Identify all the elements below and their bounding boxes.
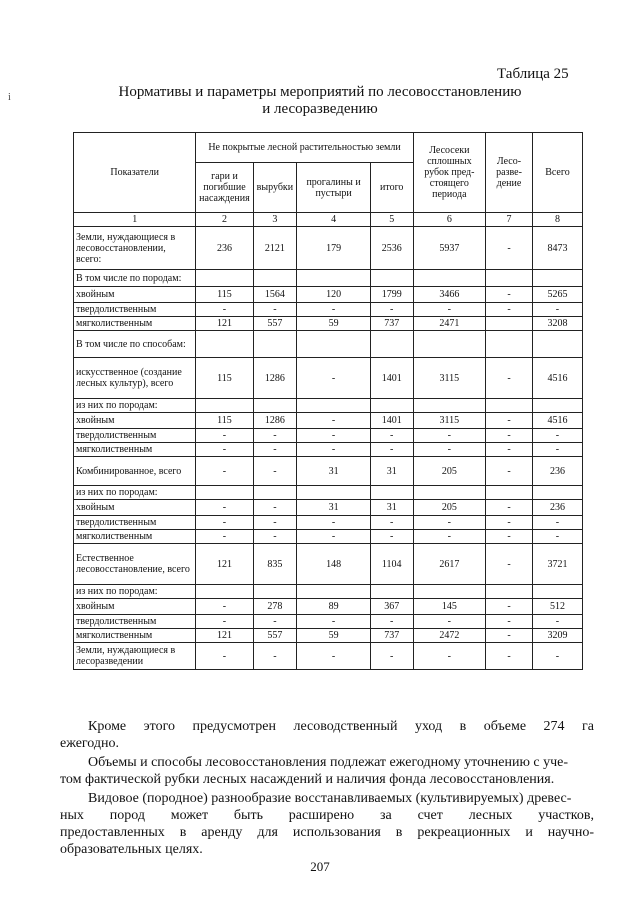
cell-value: 4516	[532, 358, 582, 399]
cell-value: 89	[297, 599, 370, 615]
cell-value: -	[297, 443, 370, 457]
cell-value: -	[486, 615, 533, 629]
table-row	[74, 585, 583, 599]
cell-value: -	[370, 303, 413, 317]
cell-value: -	[253, 457, 297, 486]
cell-value: 512	[532, 599, 582, 615]
paragraph-species-line-3: предоставленных в аренду для использования в рекреационных и научно-	[60, 825, 594, 840]
cell-value: 121	[196, 544, 253, 585]
cell-value: -	[196, 516, 253, 530]
cell-value: 120	[297, 287, 370, 303]
cell-value: -	[486, 429, 533, 443]
paragraph-species	[60, 790, 594, 858]
paragraph-volumes-line-2: том фактической рубки лесных насаждений и наличия фонда лесовосстановления.	[60, 772, 555, 787]
cell-value: 737	[370, 629, 413, 643]
cell-value: 4516	[532, 413, 582, 429]
cell-value: 557	[253, 317, 297, 331]
cell-value: -	[297, 358, 370, 399]
cell-value: -	[370, 615, 413, 629]
cell-value: -	[532, 303, 582, 317]
cell-value: -	[413, 643, 485, 670]
table-row	[74, 303, 583, 317]
table-row	[74, 227, 583, 270]
cell-value: -	[413, 429, 485, 443]
table-number: Таблица 25	[497, 66, 569, 82]
col-number: 7	[486, 213, 533, 227]
cell-value: -	[196, 443, 253, 457]
header-glades: прогалины и пустыри	[297, 163, 370, 213]
cell-value: -	[486, 303, 533, 317]
table-title	[60, 84, 580, 118]
cell-value: -	[413, 516, 485, 530]
paragraph-species-line-1: Видовое (породное) разнообразие восстанавливаемых (культивируемых) древес-	[88, 791, 572, 806]
cell-value: -	[486, 358, 533, 399]
cell-value	[196, 399, 253, 413]
cell-value	[253, 585, 297, 599]
row-label: твердолиственным	[74, 303, 196, 317]
cell-value: 2472	[413, 629, 485, 643]
cell-value: -	[196, 643, 253, 670]
cell-value: -	[253, 643, 297, 670]
cell-value	[532, 585, 582, 599]
table-row	[74, 443, 583, 457]
cell-value	[486, 486, 533, 500]
cell-value: 59	[297, 317, 370, 331]
cell-value	[413, 331, 485, 358]
cell-value: 115	[196, 413, 253, 429]
cell-value: 205	[413, 500, 485, 516]
table-row	[74, 429, 583, 443]
cell-value	[297, 399, 370, 413]
column-numbers-row	[74, 213, 583, 227]
cell-value: 3466	[413, 287, 485, 303]
cell-value: -	[486, 457, 533, 486]
cell-value: -	[196, 599, 253, 615]
row-label: хвойным	[74, 287, 196, 303]
cell-value: -	[253, 303, 297, 317]
col-number: 6	[413, 213, 485, 227]
cell-value: 121	[196, 629, 253, 643]
table-row	[74, 516, 583, 530]
cell-value	[486, 270, 533, 287]
cell-value: -	[532, 615, 582, 629]
cell-value: -	[297, 530, 370, 544]
cell-value: 1286	[253, 413, 297, 429]
cell-value: -	[370, 429, 413, 443]
cell-value: 31	[297, 457, 370, 486]
cell-value	[486, 399, 533, 413]
row-label: хвойным	[74, 500, 196, 516]
cell-value: 145	[413, 599, 485, 615]
paragraph-care-line-2: ежегодно.	[60, 736, 120, 751]
cell-value	[370, 331, 413, 358]
cell-value: -	[196, 457, 253, 486]
row-label: Комбинированное, всего	[74, 457, 196, 486]
cell-value: 1286	[253, 358, 297, 399]
title-line-1: Нормативы и параметры мероприятий по лесовосстановлению	[118, 84, 522, 100]
cell-value: 737	[370, 317, 413, 331]
cell-value: -	[532, 516, 582, 530]
header-clearings: вырубки	[253, 163, 297, 213]
cell-value: 5265	[532, 287, 582, 303]
header-total: итого	[370, 163, 413, 213]
cell-value: -	[297, 516, 370, 530]
cell-value: -	[413, 303, 485, 317]
title-line-2: и лесоразведению	[262, 101, 378, 117]
cell-value	[196, 270, 253, 287]
cell-value: 2121	[253, 227, 297, 270]
cell-value: 2536	[370, 227, 413, 270]
cell-value	[486, 331, 533, 358]
cell-value: -	[253, 516, 297, 530]
cell-value	[370, 486, 413, 500]
header-non-forested-group: Не покрытые лесной растительностью земли	[196, 133, 413, 163]
cell-value: -	[486, 530, 533, 544]
cell-value: -	[486, 643, 533, 670]
cell-value	[196, 331, 253, 358]
cell-value: 179	[297, 227, 370, 270]
cell-value	[297, 331, 370, 358]
row-label: искусственное (создание лесных культур), всего	[74, 358, 196, 399]
cell-value	[253, 331, 297, 358]
cell-value: -	[196, 429, 253, 443]
cell-value: 1799	[370, 287, 413, 303]
cell-value: -	[532, 530, 582, 544]
row-label: хвойным	[74, 599, 196, 615]
cell-value: 3115	[413, 413, 485, 429]
cell-value: -	[253, 429, 297, 443]
row-label: мягколиственным	[74, 629, 196, 643]
cell-value: 367	[370, 599, 413, 615]
cell-value: 115	[196, 287, 253, 303]
cell-value	[253, 486, 297, 500]
cell-value: -	[486, 287, 533, 303]
table-row	[74, 599, 583, 615]
col-number: 1	[74, 213, 196, 227]
header-burned: гари и погибшие насаждения	[196, 163, 253, 213]
cell-value: 1564	[253, 287, 297, 303]
cell-value: -	[196, 615, 253, 629]
cell-value: -	[486, 413, 533, 429]
cell-value	[196, 585, 253, 599]
row-label: хвойным	[74, 413, 196, 429]
table-row	[74, 413, 583, 429]
row-label: из них по породам:	[74, 486, 196, 500]
cell-value: 3209	[532, 629, 582, 643]
cell-value	[413, 399, 485, 413]
cell-value: -	[297, 303, 370, 317]
table-row	[74, 486, 583, 500]
cell-value: -	[413, 615, 485, 629]
cell-value	[370, 585, 413, 599]
page-number: 207	[310, 859, 330, 874]
cell-value: 2471	[413, 317, 485, 331]
row-label: Земли, нуждающиеся в лесовосстановлении, всего:	[74, 227, 196, 270]
table-row	[74, 358, 583, 399]
cell-value: -	[196, 303, 253, 317]
row-label: твердолиственным	[74, 615, 196, 629]
table-row	[74, 457, 583, 486]
header-indicators: Показатели	[74, 133, 196, 213]
cell-value	[253, 399, 297, 413]
table-row	[74, 544, 583, 585]
table-row	[74, 615, 583, 629]
cell-value	[486, 317, 533, 331]
cell-value: -	[370, 643, 413, 670]
row-label: В том числе по породам:	[74, 270, 196, 287]
cell-value: -	[532, 443, 582, 457]
cell-value: 115	[196, 358, 253, 399]
cell-value	[532, 331, 582, 358]
paragraph-volumes-line-1: Объемы и способы лесовосстановления подлежат ежегодному уточнению с уче-	[88, 755, 569, 770]
cell-value	[532, 399, 582, 413]
cell-value: 1401	[370, 413, 413, 429]
cell-value: 205	[413, 457, 485, 486]
header-clearcuts: Лесосеки сплошных рубок пред-стоящего периода	[413, 133, 485, 213]
cell-value: -	[532, 429, 582, 443]
cell-value: 5937	[413, 227, 485, 270]
cell-value: 3721	[532, 544, 582, 585]
cell-value: -	[532, 643, 582, 670]
cell-value: 278	[253, 599, 297, 615]
cell-value: 236	[532, 500, 582, 516]
cell-value	[297, 270, 370, 287]
table-row	[74, 270, 583, 287]
row-label: мягколиственным	[74, 530, 196, 544]
cell-value: 3208	[532, 317, 582, 331]
norms-table	[73, 132, 583, 670]
cell-value	[413, 486, 485, 500]
cell-value: -	[486, 443, 533, 457]
cell-value	[370, 270, 413, 287]
row-label: В том числе по способам:	[74, 331, 196, 358]
table-row	[74, 331, 583, 358]
cell-value: 835	[253, 544, 297, 585]
row-label: Земли, нуждающиеся в лесоразведении	[74, 643, 196, 670]
cell-value: -	[413, 530, 485, 544]
cell-value: -	[486, 516, 533, 530]
cell-value: -	[370, 516, 413, 530]
col-number: 4	[297, 213, 370, 227]
cell-value: -	[297, 413, 370, 429]
cell-value: 31	[370, 457, 413, 486]
table-row	[74, 399, 583, 413]
table-row	[74, 643, 583, 670]
cell-value: -	[253, 615, 297, 629]
cell-value: -	[297, 429, 370, 443]
cell-value: 121	[196, 317, 253, 331]
cell-value: 236	[532, 457, 582, 486]
cell-value	[297, 486, 370, 500]
cell-value: 31	[297, 500, 370, 516]
cell-value: -	[297, 615, 370, 629]
row-label: из них по породам:	[74, 585, 196, 599]
cell-value: -	[196, 530, 253, 544]
table-row	[74, 500, 583, 516]
cell-value	[370, 399, 413, 413]
row-label: твердолиственным	[74, 516, 196, 530]
row-label: Естественное лесовосстановление, всего	[74, 544, 196, 585]
cell-value: 8473	[532, 227, 582, 270]
cell-value: -	[253, 500, 297, 516]
row-label: мягколиственным	[74, 317, 196, 331]
cell-value: -	[253, 443, 297, 457]
cell-value: -	[486, 629, 533, 643]
cell-value	[486, 585, 533, 599]
row-label: из них по породам:	[74, 399, 196, 413]
table-row	[74, 629, 583, 643]
col-number: 3	[253, 213, 297, 227]
cell-value: -	[413, 443, 485, 457]
cell-value: 31	[370, 500, 413, 516]
row-label: твердолиственным	[74, 429, 196, 443]
cell-value: -	[370, 443, 413, 457]
cell-value: 236	[196, 227, 253, 270]
cell-value: 148	[297, 544, 370, 585]
cell-value	[196, 486, 253, 500]
row-label: мягколиственным	[74, 443, 196, 457]
cell-value	[532, 486, 582, 500]
table-row	[74, 287, 583, 303]
col-number: 8	[532, 213, 582, 227]
col-number: 5	[370, 213, 413, 227]
table-row	[74, 317, 583, 331]
cell-value: 2617	[413, 544, 485, 585]
cell-value: -	[486, 227, 533, 270]
cell-value: -	[486, 500, 533, 516]
paragraph-species-line-2: ных пород может быть расширено за счет лесных участков,	[60, 808, 594, 823]
paragraph-care	[60, 718, 594, 752]
paragraph-species-line-4: образовательных целях.	[60, 842, 203, 857]
cell-value	[413, 585, 485, 599]
cell-value: -	[486, 544, 533, 585]
header-all: Всего	[532, 133, 582, 213]
paragraph-care-line-1: Кроме этого предусмотрен лесоводственный уход в объеме 274 га	[88, 719, 594, 734]
cell-value: -	[370, 530, 413, 544]
cell-value: -	[297, 643, 370, 670]
cell-value: -	[486, 599, 533, 615]
cell-value: -	[253, 530, 297, 544]
col-number: 2	[196, 213, 253, 227]
side-mark: і	[8, 92, 11, 103]
cell-value	[413, 270, 485, 287]
table-row	[74, 530, 583, 544]
cell-value	[532, 270, 582, 287]
cell-value: -	[196, 500, 253, 516]
paragraph-volumes	[60, 754, 594, 788]
header-afforestation: Лесо-разве-дение	[486, 133, 533, 213]
cell-value: 557	[253, 629, 297, 643]
cell-value: 1401	[370, 358, 413, 399]
cell-value	[253, 270, 297, 287]
cell-value	[297, 585, 370, 599]
cell-value: 59	[297, 629, 370, 643]
cell-value: 1104	[370, 544, 413, 585]
cell-value: 3115	[413, 358, 485, 399]
